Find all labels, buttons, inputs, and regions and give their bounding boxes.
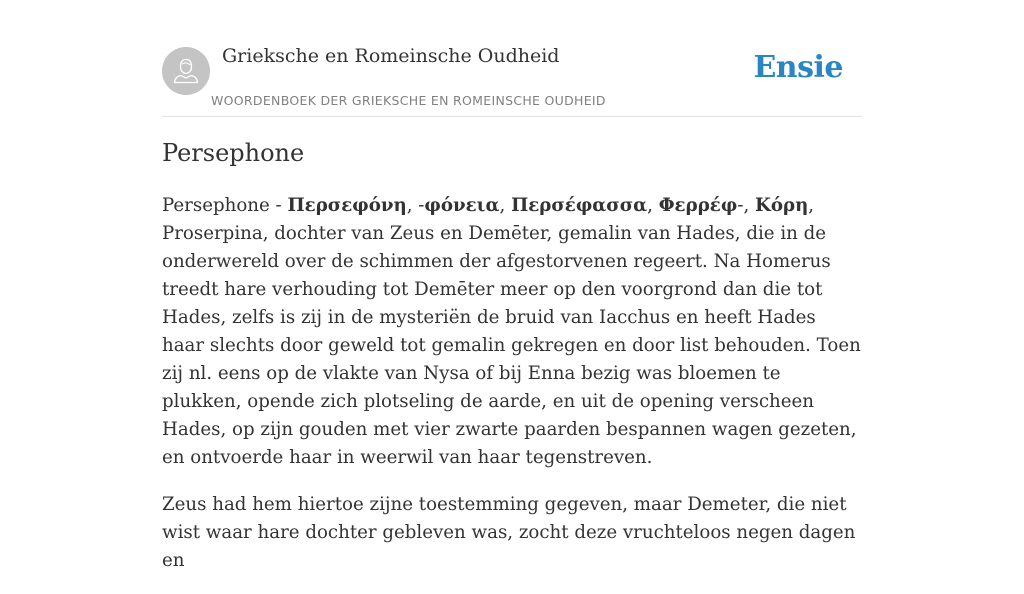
site-header bbox=[162, 0, 862, 117]
paragraph-text: , Proserpina, dochter van Zeus en Demēter, gemalin van Hades, die in de onderwereld over de schimmen der afgestorvenen regeert. Na Homerus treedt hare verhouding tot Demēter meer op den voorgrond dan die tot Hades, zelfs is zij in de mysteriën de bruid van Iacchus en heeft Hades haar slechts door geweld tot gemalin gekregen en door list behouden. Toen zij nl. eens op de vlakte van Nysa of bij Enna bezig was bloemen te plukken, opende zich plotseling de aarde, en uit de opening verscheen Hades, op zijn gouden met vier zwarte paarden bespannen wagen gezeten, en ontvoerde haar in weerwil van haar tegenstreven. bbox=[162, 195, 861, 468]
separator-text: , bbox=[647, 195, 659, 216]
greek-term: Κόρη bbox=[755, 195, 809, 216]
page-title: Persephone bbox=[162, 139, 305, 167]
site-title[interactable]: Grieksche en Romeinsche Oudheid bbox=[222, 45, 560, 67]
greek-term: Περσέφασσα bbox=[511, 195, 648, 216]
greek-term: Φερρέφ bbox=[658, 195, 738, 216]
separator-text: , - bbox=[406, 195, 425, 216]
lead-text: Persephone - bbox=[162, 195, 288, 216]
brand-logo[interactable]: Ensie bbox=[753, 50, 843, 85]
greek-term: Περσεφόνη bbox=[287, 195, 407, 216]
separator-text: , bbox=[499, 195, 512, 216]
separator-text: -, bbox=[737, 195, 756, 216]
article-paragraph-2: Zeus had hem hiertoe zijne toestemming gegeven, maar Demeter, die niet wist waar hare dochter gebleven was, zocht deze vruchteloos negen dagen en bbox=[162, 494, 856, 571]
article-paragraph-1 bbox=[162, 192, 862, 472]
user-avatar-icon[interactable] bbox=[162, 47, 210, 95]
article-body bbox=[162, 192, 862, 594]
greek-term: φόνεια bbox=[424, 195, 500, 216]
site-subtitle: WOORDENBOEK DER GRIEKSCHE EN ROMEINSCHE OUDHEID bbox=[211, 93, 606, 108]
page-container bbox=[162, 0, 862, 571]
